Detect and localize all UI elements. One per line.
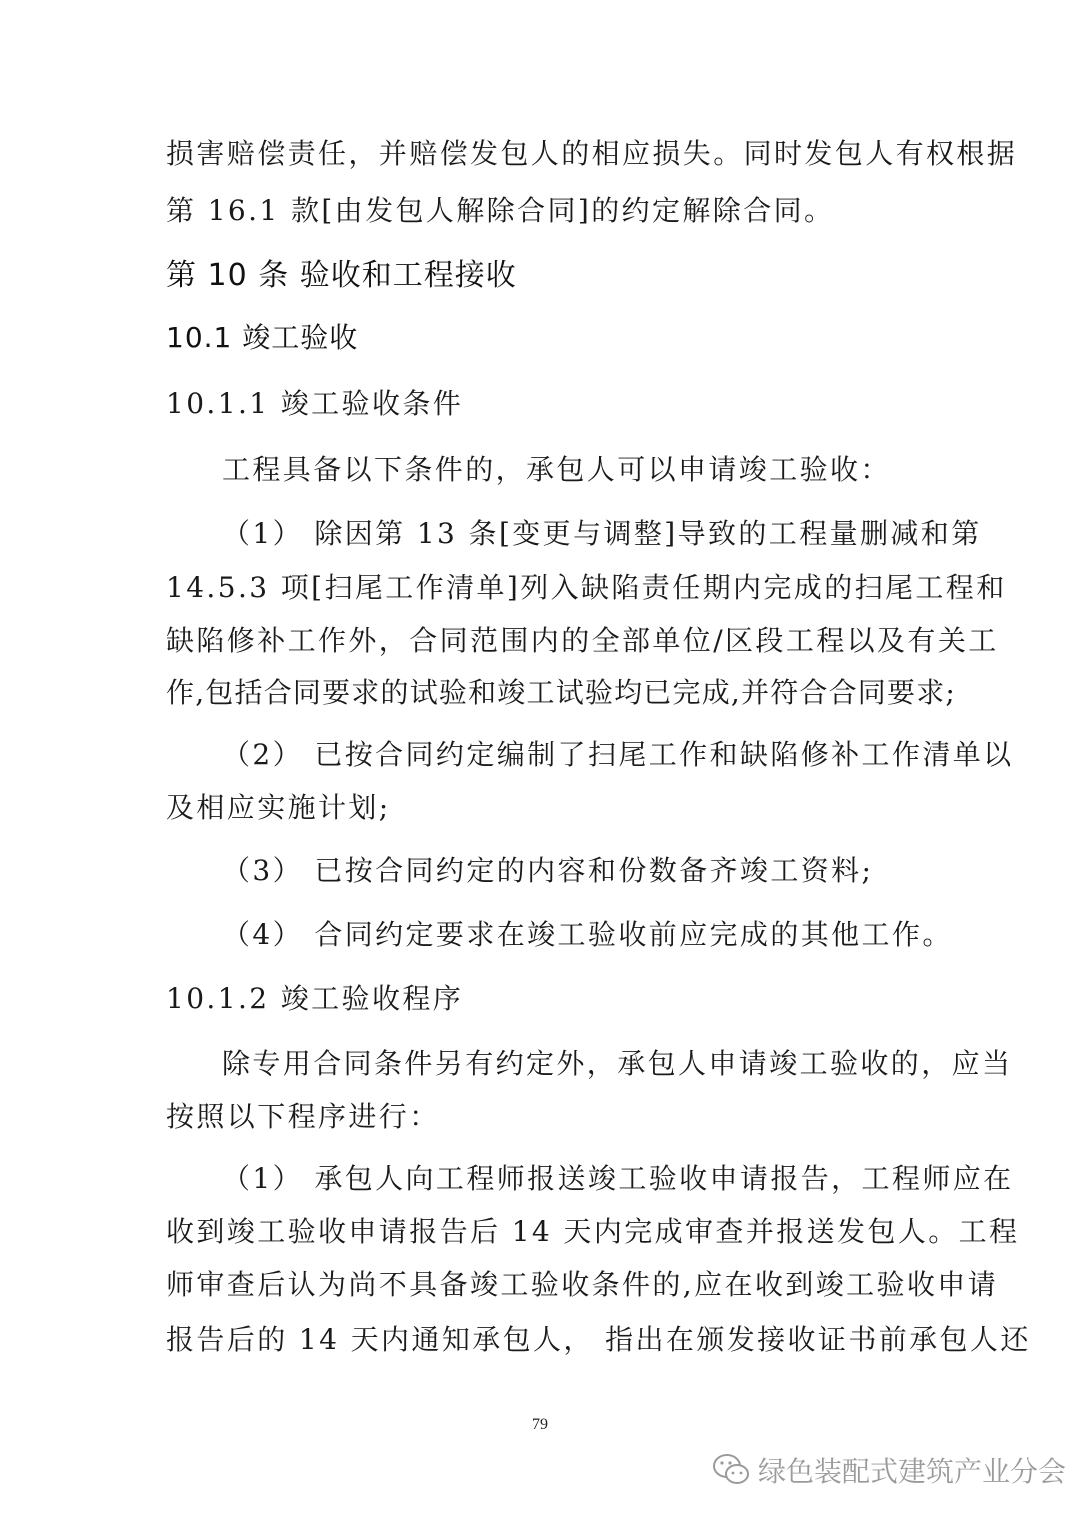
subsection-title: 10.1.2 竣工验收程序 — [166, 982, 464, 1015]
paragraph-line: 报告后的 14 天内通知承包人， 指出在颁发接收证书前承包人还 — [166, 1323, 1031, 1356]
paragraph-line: 缺陷修补工作外，合同范围内的全部单位/区段工程以及有关工 — [166, 624, 999, 657]
paragraph-line: 除专用合同条件另有约定外，承包人申请竣工验收的，应当 — [222, 1047, 1013, 1080]
paragraph-line: 作,包括合同要求的试验和竣工试验均已完成,并符合合同要求; — [166, 676, 957, 709]
paragraph-line: （1） 承包人向工程师报送竣工验收申请报告，工程师应在 — [222, 1162, 1014, 1195]
paragraph-line: 工程具备以下条件的，承包人可以申请竣工验收： — [222, 453, 891, 486]
paragraph-line: 收到竣工验收申请报告后 14 天内完成审查并报送发包人。工程 — [166, 1215, 1020, 1248]
paragraph-line: （1） 除因第 13 条[变更与调整]导致的工程量删减和第 — [222, 517, 982, 550]
watermark — [712, 1450, 1066, 1490]
paragraph-line: 及相应实施计划; — [166, 791, 391, 824]
paragraph-line: （2） 已按合同约定编制了扫尾工作和缺陷修补工作清单以 — [222, 738, 1014, 771]
page-number: 79 — [532, 1416, 548, 1433]
article-title: 第 10 条 验收和工程接收 — [166, 258, 517, 293]
paragraph-line: （3） 已按合同约定的内容和份数备齐竣工资料; — [222, 854, 874, 887]
paragraph-line: 按照以下程序进行： — [166, 1100, 440, 1133]
paragraph-line: 第 16.1 款[由发包人解除合同]的约定解除合同。 — [166, 194, 835, 227]
watermark-text: 绿色装配式建筑产业分会 — [758, 1455, 1067, 1488]
paragraph-line: 师审查后认为尚不具备竣工验收条件的,应在收到竣工验收申请 — [166, 1268, 999, 1301]
section-title: 10.1 竣工验收 — [166, 321, 359, 354]
paragraph-line: （4） 合同约定要求在竣工验收前应完成的其他工作。 — [222, 918, 953, 951]
wechat-icon — [712, 1453, 750, 1487]
subsection-title: 10.1.1 竣工验收条件 — [166, 387, 464, 420]
paragraph-line: 损害赔偿责任，并赔偿发包人的相应损失。同时发包人有权根据 — [166, 137, 1018, 170]
paragraph-line: 14.5.3 项[扫尾工作清单]列入缺陷责任期内完成的扫尾工程和 — [166, 571, 1007, 604]
